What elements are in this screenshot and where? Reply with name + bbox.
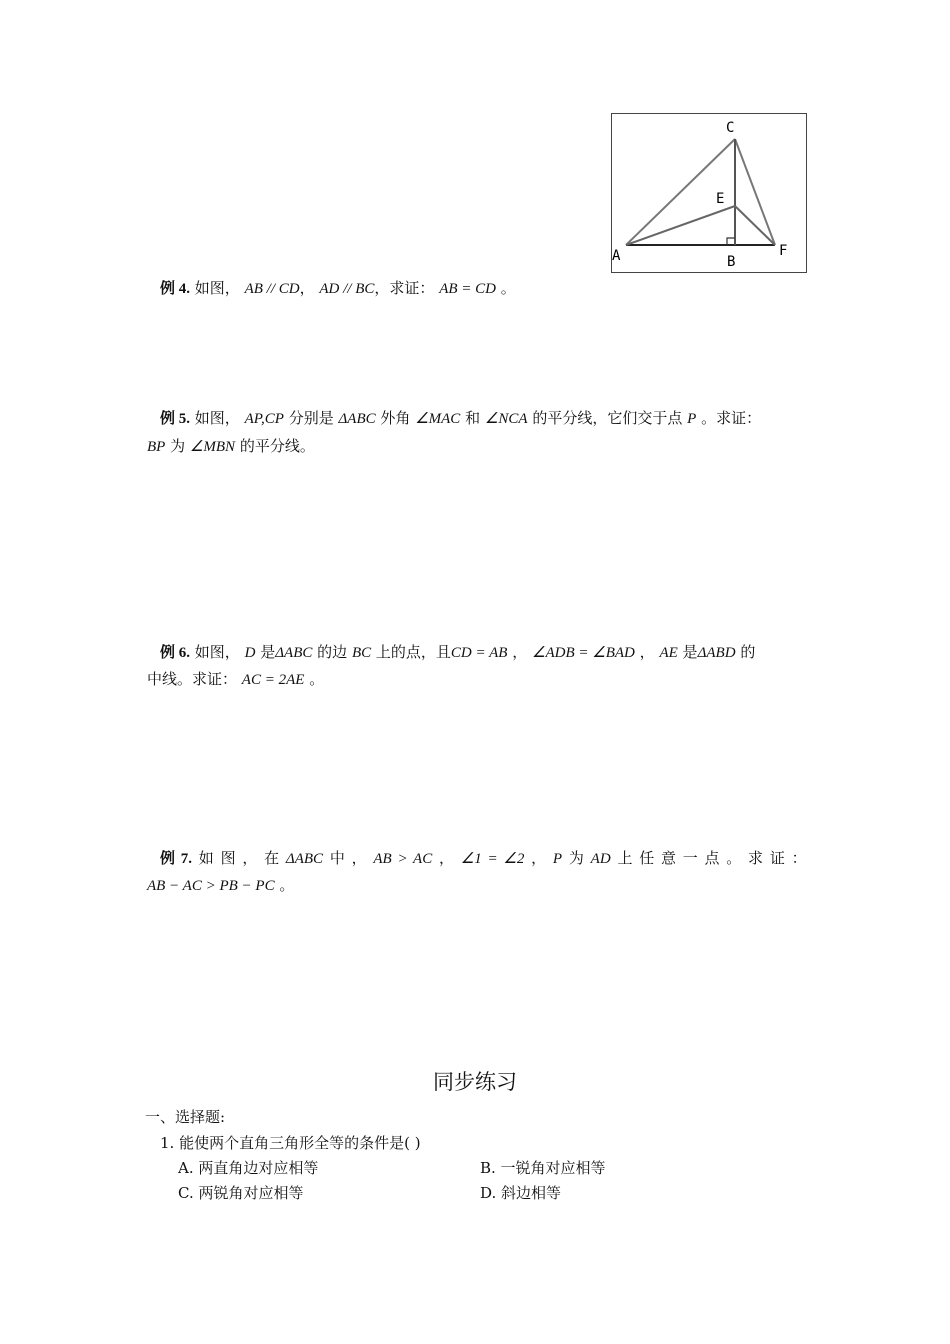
text: 分别是: [288, 409, 334, 427]
geometry-figure: [611, 113, 807, 273]
option-d: D. 斜边相等: [480, 1184, 562, 1202]
option-c: C. 两锐角对应相等: [178, 1184, 304, 1202]
math: AB > AC: [373, 851, 433, 867]
label-c: C: [726, 120, 735, 136]
text: 如图，: [194, 279, 240, 297]
option-b: B. 一锐角对应相等: [480, 1159, 606, 1177]
text: 是: [682, 643, 698, 661]
text: 如图，: [194, 409, 240, 427]
math: AE: [659, 645, 678, 661]
section-heading: 一、选择题:: [145, 1108, 226, 1126]
example-number: 例 7.: [160, 851, 193, 867]
text: 。求证：: [701, 409, 762, 427]
math: ΔABC: [275, 645, 313, 661]
example-number: 例 4.: [160, 281, 191, 297]
math: ∠ADB = ∠BAD: [532, 645, 635, 661]
example-6-line2: [147, 669, 324, 690]
example-number: 例 5.: [160, 411, 191, 427]
example-6-line1: [160, 642, 755, 663]
math: BP: [147, 439, 166, 455]
math: AC = 2AE: [241, 672, 305, 688]
text: 如 图 ， 在: [198, 849, 280, 867]
label-a: A: [612, 248, 621, 264]
text: 和: [465, 409, 481, 427]
text: 是: [260, 643, 276, 661]
text: ，: [439, 849, 455, 867]
text: 中 ，: [329, 849, 367, 867]
math: D: [244, 645, 256, 661]
text: 上的点，且: [375, 643, 451, 661]
example-5-line1: [160, 408, 761, 429]
math: AD // BC: [319, 281, 375, 297]
text: ，: [639, 643, 655, 661]
example-5-line2: [147, 436, 315, 457]
label-b: B: [727, 254, 736, 270]
text: 。: [500, 279, 516, 297]
text: 为: [170, 437, 186, 455]
example-number: 例 6.: [160, 645, 191, 661]
text: 外角: [380, 409, 411, 427]
text: 上 任 意 一 点 。 求 证 ：: [617, 849, 807, 867]
example-7-line1: [160, 848, 807, 869]
math: AP,CP: [244, 411, 284, 427]
text: 为: [568, 849, 584, 867]
text: 。: [309, 670, 325, 688]
segment-ae: [626, 206, 735, 245]
math: AB = CD: [439, 281, 496, 297]
text: ，: [531, 849, 547, 867]
math: AD: [590, 851, 611, 867]
example-7-line2: [147, 875, 294, 896]
text: 的平分线。: [239, 437, 315, 455]
option-a: A. 两直角边对应相等: [178, 1159, 319, 1177]
text: 的: [740, 643, 756, 661]
math: P: [552, 851, 563, 867]
section-title: 同步练习: [433, 1070, 517, 1094]
text: 的边: [317, 643, 348, 661]
text: 中线。求证：: [147, 670, 238, 688]
triangle-diagram: [612, 114, 806, 272]
text: ，: [512, 643, 528, 661]
math: ∠MAC: [415, 411, 461, 427]
label-e: E: [716, 191, 725, 207]
question-1: 1. 能使两个直角三角形全等的条件是( ): [160, 1134, 421, 1152]
example-4: [160, 278, 516, 299]
math: CD = AB: [450, 645, 508, 661]
text: ，: [299, 279, 315, 297]
segment-cf: [735, 139, 775, 245]
text: 的平分线，它们交于点: [532, 409, 683, 427]
math: AB // CD: [244, 281, 300, 297]
math: ΔABD: [697, 645, 736, 661]
text: ，求证：: [374, 279, 435, 297]
math: ΔABC: [338, 411, 376, 427]
label-f: F: [779, 243, 788, 259]
math: AB − AC > PB − PC: [147, 878, 275, 894]
math: ∠1 = ∠2: [460, 851, 525, 867]
segment-ef: [735, 206, 775, 245]
math: ∠MBN: [189, 439, 236, 455]
right-angle-mark: [727, 238, 735, 245]
math: BC: [351, 645, 372, 661]
math: ∠NCA: [484, 411, 528, 427]
text: 。: [279, 876, 295, 894]
text: 如图，: [194, 643, 240, 661]
math: ΔABC: [285, 851, 324, 867]
math: P: [687, 411, 697, 427]
